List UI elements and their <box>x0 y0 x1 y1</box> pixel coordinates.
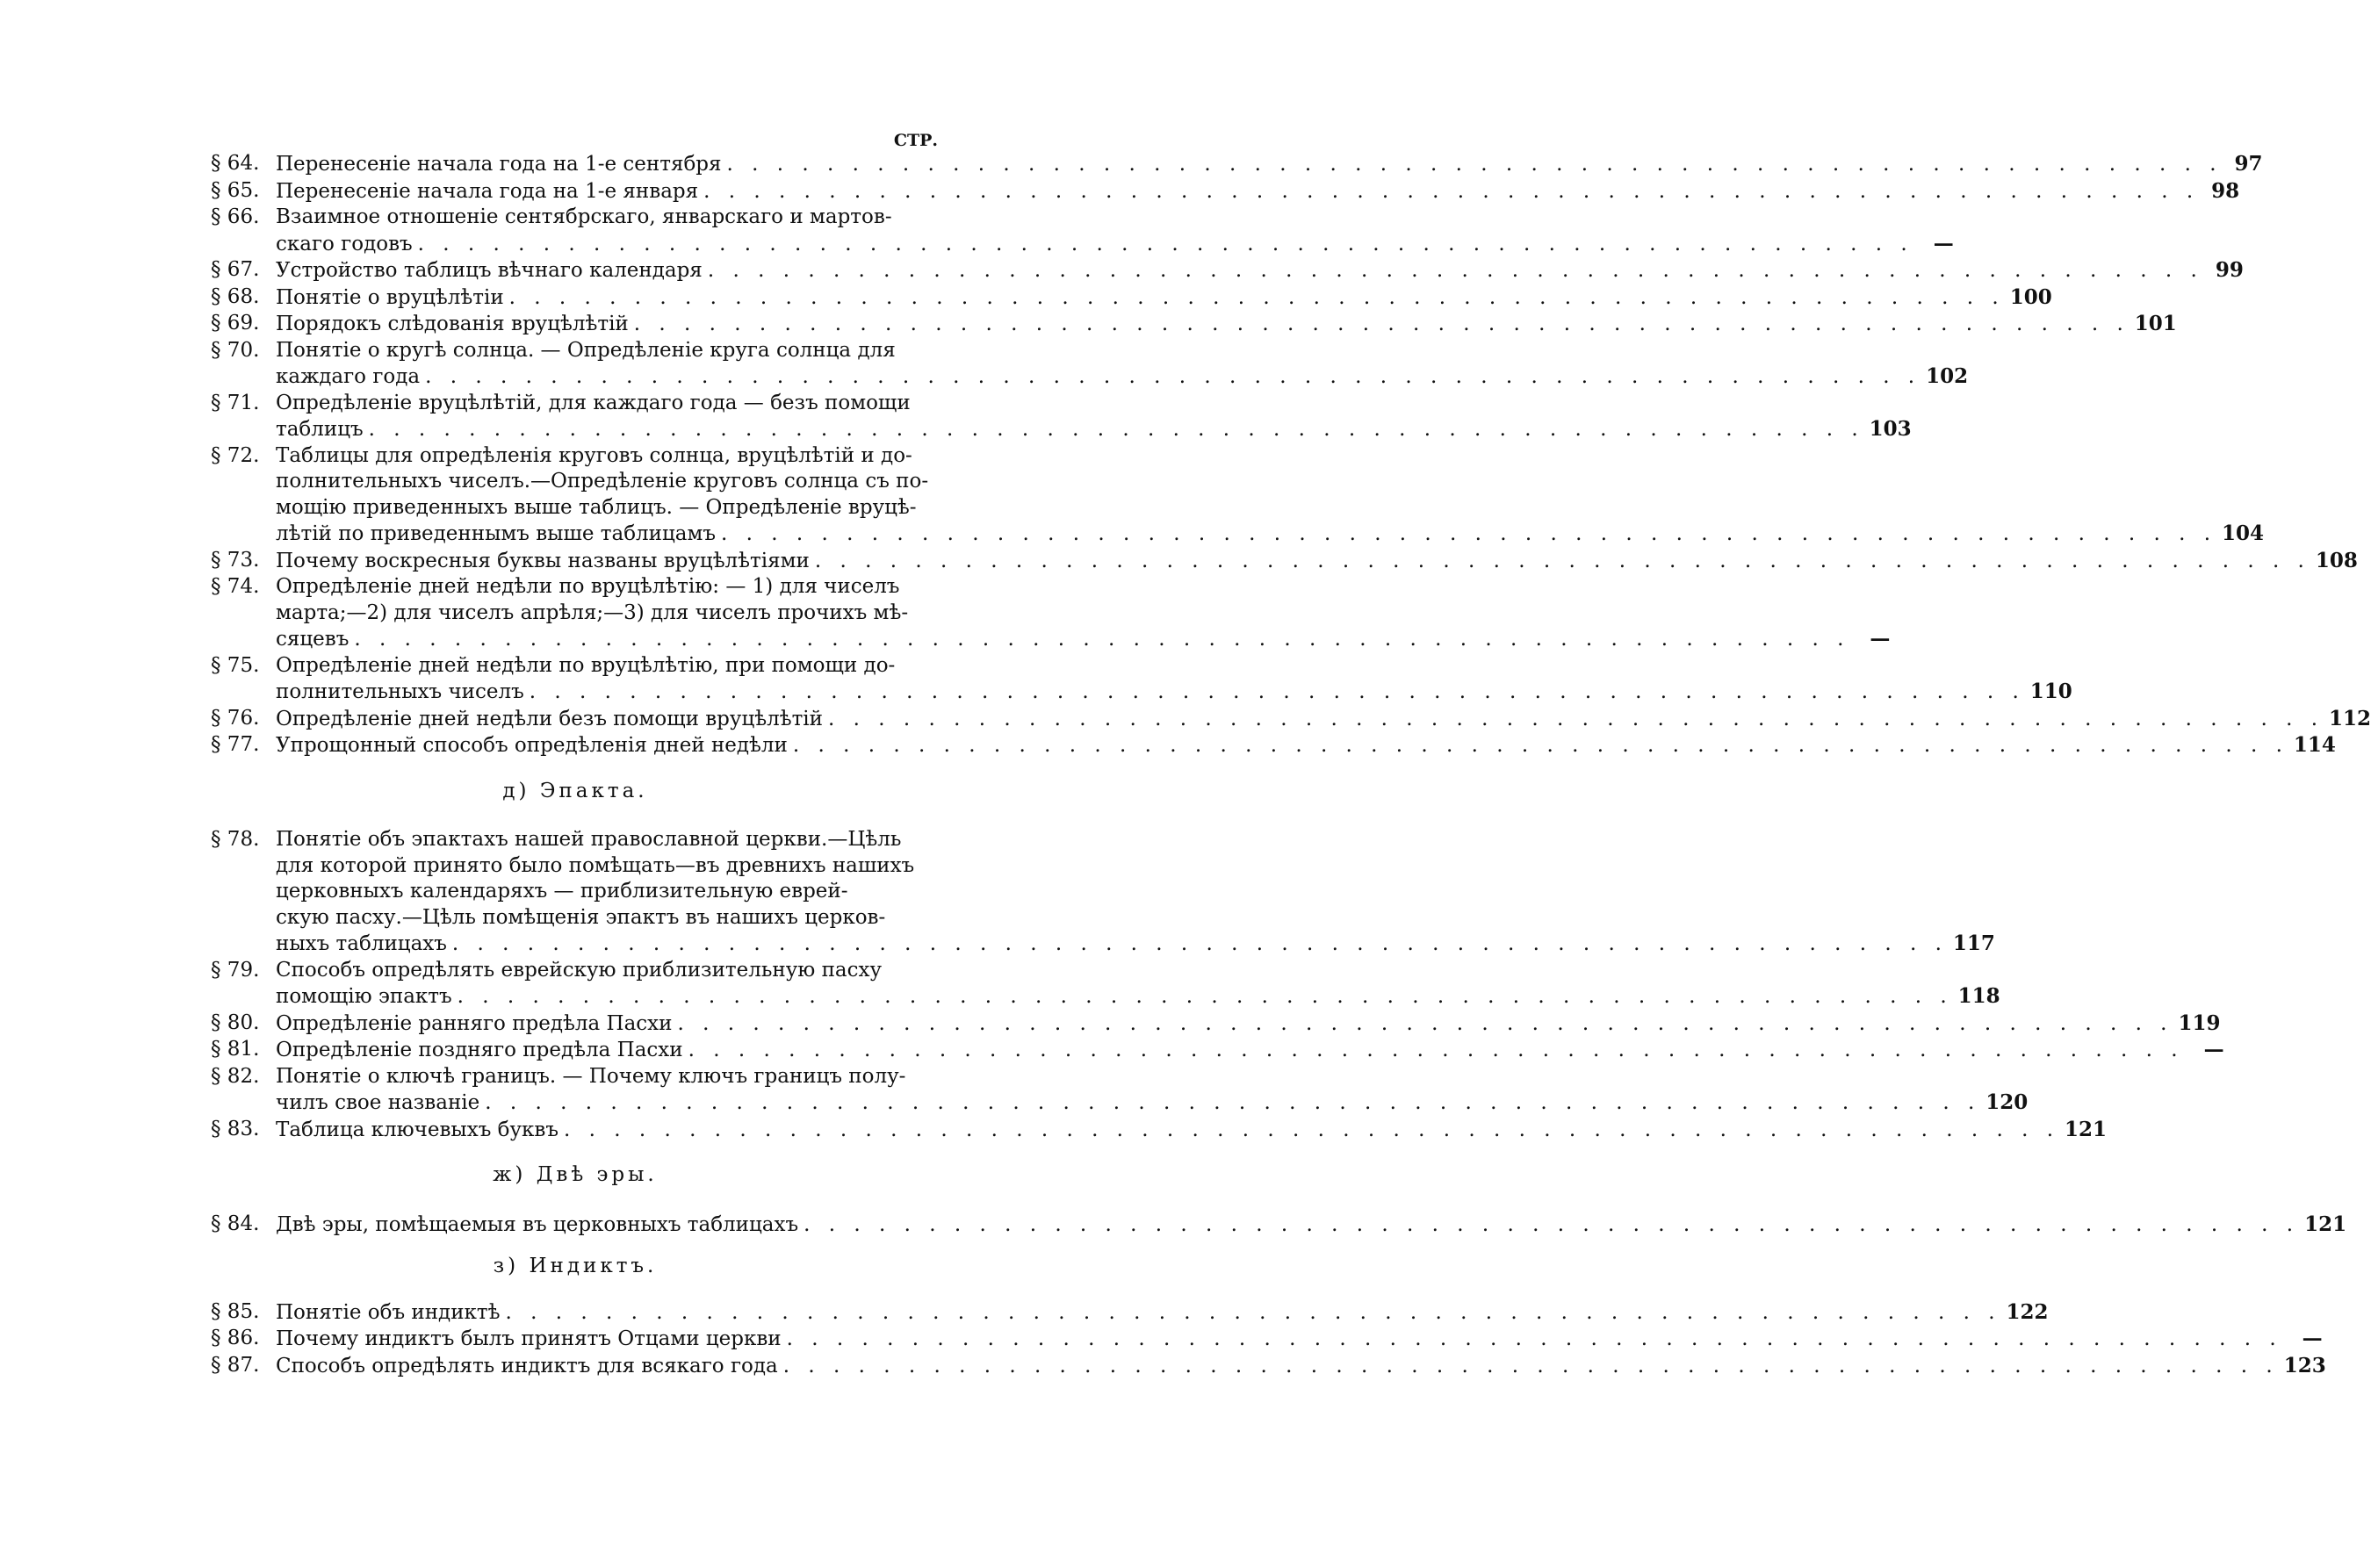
dot-leader: . . . . . . . . . . . . . . . . . . . . . . . . . . . . . . . . . . . . . . . . . . . . . . . . . . . . . . . . . . . . <box>451 932 1948 955</box>
entry-title-text: церковныхъ календаряхъ — приблизительную еврей- <box>276 880 848 903</box>
toc-entry <box>211 1212 2347 1239</box>
entry-body <box>276 257 2244 284</box>
entry-title-text: сяцевъ <box>276 628 350 651</box>
entry-line <box>276 257 2244 284</box>
section-number: § 85. <box>211 1299 260 1323</box>
page-number: — <box>1933 231 1954 255</box>
dot-leader: . . . . . . . . . . . . . . . . . . . . . . . . . . . . . . . . . . . . . . . . . . . . . . . . . . . . . . . . . . . . <box>782 1354 2279 1377</box>
entry-title-text: Порядокъ слѣдованія вруцѣлѣтій <box>276 313 629 335</box>
entry-line <box>276 1353 2326 1380</box>
section-number: § 87. <box>211 1353 260 1377</box>
page-number: 102 <box>1926 364 1969 388</box>
entry-line <box>276 231 1954 258</box>
entry-title-text: Устройство таблицъ вѣчнаго календаря <box>276 259 703 282</box>
section-number: § 76. <box>211 706 260 730</box>
entry-title-text: Понятіе объ эпактахъ нашей православной церкви.—Цѣль <box>276 828 902 851</box>
entry-line <box>276 521 2265 548</box>
section-number: § 75. <box>211 653 260 677</box>
section-number: § 79. <box>211 958 260 982</box>
dot-leader: . . . . . . . . . . . . . . . . . . . . . . . . . . . . . . . . . . . . . . . . . . . . . . . . . . . . . . . . . . . . <box>792 734 2288 757</box>
entry-body <box>276 1326 2323 1353</box>
section-number: § 71. <box>211 391 260 414</box>
toc-entry <box>211 1353 2326 1380</box>
entry-line <box>276 983 2000 1011</box>
entry-title-text: полнительныхъ чиселъ <box>276 680 524 703</box>
entry-title-text: Опредѣленіе дней недѣли по вруцѣлѣтію: — 1) для чиселъ <box>276 575 900 598</box>
entry-line <box>276 151 2263 178</box>
page-number: — <box>1870 627 1891 651</box>
entry-body <box>276 1299 2049 1327</box>
page-number: 114 <box>2293 733 2336 757</box>
entry-title-text: Взаимное отношеніе сентябрскаго, январскаго и мартов- <box>276 205 892 228</box>
entry-line <box>276 338 940 364</box>
dot-leader: . . . . . . . . . . . . . . . . . . . . . . . . . . . . . . . . . . . . . . . . . . . . . . . . . . . . . . . . . . . . <box>677 1011 2173 1035</box>
dot-leader: . . . . . . . . . . . . . . . . . . . . . . . . . . . . . . . . . . . . . . . . . . . . . . . . . . . . . . . . . . . . <box>707 259 2203 282</box>
entry-line <box>276 495 940 521</box>
entry-title-text: для которой принято было помѣщать—въ древнихъ нашихъ <box>276 853 915 877</box>
entry-line <box>276 601 940 627</box>
entry-line <box>276 548 2358 575</box>
entry-line <box>276 1090 2029 1117</box>
entry-title-text: Перенесеніе начала года на 1-е сентября <box>276 153 722 176</box>
toc-entry <box>211 311 2177 338</box>
entry-line <box>276 443 940 470</box>
toc-entry <box>211 548 2358 575</box>
entry-body <box>276 1353 2326 1380</box>
dot-leader: . . . . . . . . . . . . . . . . . . . . . . . . . . . . . . . . . . . . . . . . . . . . . . . . . . . . . . . . . . . . <box>633 313 2130 335</box>
section-number: § 73. <box>211 548 260 572</box>
entry-title-text: Опредѣленіе дней недѣли по вруцѣлѣтію, при помощи до- <box>276 653 896 677</box>
dot-leader: . . . . . . . . . . . . . . . . . . . . . . . . . . . . . . . . . . . . . . . . . . . . . . . . . . . . . . . . . . . . <box>726 153 2223 176</box>
section-number: § 86. <box>211 1327 260 1349</box>
entry-title-text: таблицъ <box>276 418 364 441</box>
section-number: § 64. <box>211 152 260 175</box>
entry-title-text: помощію эпактъ <box>276 985 452 1008</box>
entry-line <box>276 1011 2221 1038</box>
entry-title-text: Таблицы для опредѣленія круговъ солнца, вруцѣлѣтій и до- <box>276 443 912 467</box>
entry-title-text: полнительныхъ чиселъ.—Опредѣленіе круговъ солнца съ по- <box>276 470 929 493</box>
dot-leader: . . . . . . . . . . . . . . . . . . . . . . . . . . . . . . . . . . . . . . . . . . . . . . . . . . . . . . . . . . . . <box>828 707 2324 730</box>
entry-body <box>276 574 1891 653</box>
entry-title-text: скую пасху.—Цѣль помѣщенія эпактъ въ нашихъ церков- <box>276 905 886 929</box>
page-number: 100 <box>2009 284 2052 309</box>
entry-body <box>276 706 2371 733</box>
section-number: § 80. <box>211 1011 260 1034</box>
entry-line <box>276 1299 2049 1327</box>
entry-title-text: Таблица ключевыхъ буквъ <box>276 1118 559 1141</box>
dot-leader: . . . . . . . . . . . . . . . . . . . . . . . . . . . . . . . . . . . . . . . . . . . . . . . . . . . . . . . . . . . . <box>721 522 2217 545</box>
toc-entry <box>211 284 2052 312</box>
page-number: 117 <box>1952 931 1995 955</box>
entry-line <box>276 1064 940 1090</box>
section-number: § 77. <box>211 733 260 756</box>
section-number: § 83. <box>211 1117 260 1140</box>
entry-line <box>276 931 1995 958</box>
entry-title-text: марта;—2) для чиселъ апрѣля;—3) для чиселъ прочихъ мѣ- <box>276 601 909 624</box>
page-column-header: СТР. <box>893 131 938 150</box>
page-number: 121 <box>2065 1117 2108 1141</box>
entry-title-text: каждаго года <box>276 365 421 388</box>
entry-title-text: Почему воскресныя буквы названы вруцѣлѣтіями <box>276 549 810 572</box>
entry-body <box>276 338 1969 391</box>
dot-leader: . . . . . . . . . . . . . . . . . . . . . . . . . . . . . . . . . . . . . . . . . . . . . . . . . . . . . . . . . . . . <box>425 365 1921 388</box>
page-number: 119 <box>2178 1011 2221 1035</box>
toc-entry <box>211 1326 2323 1353</box>
toc-entry <box>211 257 2244 284</box>
entry-line <box>276 827 940 853</box>
page-number: 120 <box>1985 1090 2029 1114</box>
entry-line <box>276 1117 2108 1144</box>
entry-line <box>276 1212 2347 1239</box>
entry-title-text: Понятіе объ индиктѣ <box>276 1300 501 1324</box>
entry-body <box>276 1212 2347 1239</box>
dot-leader: . . . . . . . . . . . . . . . . . . . . . . . . . . . . . . . . . . . . . . . . . . . . . . . . . . . . . . . . . . . . <box>457 985 1953 1008</box>
section-number: § 67. <box>211 258 260 281</box>
section-number: § 78. <box>211 828 260 851</box>
page-number: 110 <box>2029 680 2072 703</box>
section-number: § 72. <box>211 443 260 467</box>
entry-line <box>276 958 940 984</box>
page-number: 103 <box>1869 417 1912 441</box>
entry-body <box>276 443 2265 548</box>
entry-title-text: Почему индиктъ былъ принятъ Отцами церкви <box>276 1327 782 1350</box>
entry-title-text: Опредѣленіе ранняго предѣла Пасхи <box>276 1011 673 1035</box>
entry-title-text: мощію приведенныхъ выше таблицъ. — Опредѣленіе вруцѣ- <box>276 495 917 519</box>
entry-line <box>276 679 2072 706</box>
entry-title-text: Понятіе о кругѣ солнца. — Опредѣленіе круга солнца для <box>276 338 896 362</box>
dot-leader: . . . . . . . . . . . . . . . . . . . . . . . . . . . . . . . . . . . . . . . . . . . . . . . . . . . . . . . . . . . . <box>354 628 1850 651</box>
entry-body <box>276 391 1912 443</box>
section-heading: ж) Двѣ эры. <box>493 1163 658 1186</box>
page-number: — <box>2203 1038 2224 1061</box>
dot-leader: . . . . . . . . . . . . . . . . . . . . . . . . . . . . . . . . . . . . . . . . . . . . . . . . . . . . . . . . . . . . <box>688 1039 2184 1061</box>
section-number: § 65. <box>211 178 260 202</box>
entry-body <box>276 653 2072 706</box>
entry-body <box>276 732 2336 759</box>
page-number: — <box>2302 1327 2323 1350</box>
toc-entry <box>211 653 2072 706</box>
entry-body <box>276 284 2052 312</box>
section-number: § 66. <box>211 205 260 228</box>
entry-title-text: Опредѣленіе вруцѣлѣтій, для каждаго года — безъ помощи <box>276 391 911 414</box>
entry-line <box>276 178 2240 205</box>
dot-leader: . . . . . . . . . . . . . . . . . . . . . . . . . . . . . . . . . . . . . . . . . . . . . . . . . . . . . . . . . . . . <box>804 1212 2300 1236</box>
entry-title-text: Понятіе о вруцѣлѣтіи <box>276 285 504 309</box>
dot-leader: . . . . . . . . . . . . . . . . . . . . . . . . . . . . . . . . . . . . . . . . . . . . . . . . . . . . . . . . . . . . <box>814 549 2310 572</box>
entry-body <box>276 827 1995 958</box>
dot-leader: . . . . . . . . . . . . . . . . . . . . . . . . . . . . . . . . . . . . . . . . . . . . . . . . . . . . . . . . . . . . <box>786 1327 2282 1350</box>
entry-body <box>276 311 2177 338</box>
dot-leader: . . . . . . . . . . . . . . . . . . . . . . . . . . . . . . . . . . . . . . . . . . . . . . . . . . . . . . . . . . . . <box>505 1300 2001 1324</box>
entry-line <box>276 205 940 231</box>
section-number: § 74. <box>211 575 260 598</box>
toc-entry <box>211 205 1954 257</box>
entry-line <box>276 469 940 495</box>
entry-line <box>276 574 940 601</box>
entry-title-text: Упрощонный способъ опредѣленія дней недѣли <box>276 734 788 757</box>
entry-body <box>276 1037 2224 1064</box>
section-number: § 84. <box>211 1212 260 1235</box>
section-number: § 70. <box>211 338 260 362</box>
entry-title-text: Двѣ эры, помѣщаемыя въ церковныхъ таблицахъ <box>276 1212 799 1236</box>
page-number: 108 <box>2315 548 2358 572</box>
entry-line <box>276 706 2371 733</box>
page-number: 97 <box>2234 152 2263 176</box>
section-number: § 69. <box>211 312 260 334</box>
toc-entry <box>211 1064 2029 1117</box>
entry-body <box>276 1064 2029 1117</box>
table-of-contents <box>211 128 2371 1379</box>
dot-leader: . . . . . . . . . . . . . . . . . . . . . . . . . . . . . . . . . . . . . . . . . . . . . . . . . . . . . . . . . . . . <box>485 1091 1981 1114</box>
entry-title-text: Перенесеніе начала года на 1-е января <box>276 179 699 203</box>
dot-leader: . . . . . . . . . . . . . . . . . . . . . . . . . . . . . . . . . . . . . . . . . . . . . . . . . . . . . . . . . . . . <box>417 232 1913 255</box>
toc-entry <box>211 1037 2224 1064</box>
entry-line <box>276 1037 2224 1064</box>
section-heading: з) Индиктъ. <box>493 1255 658 1277</box>
entry-title-text: Способъ опредѣлять индиктъ для всякаго года <box>276 1354 778 1377</box>
entry-title-text: чилъ свое названіе <box>276 1091 480 1114</box>
entry-title-text: Опредѣленіе поздняго предѣла Пасхи <box>276 1039 683 1061</box>
entry-body <box>276 548 2358 575</box>
page-number: 104 <box>2222 521 2265 545</box>
page-number: 99 <box>2215 258 2244 282</box>
entry-line <box>276 363 1969 391</box>
entry-line <box>276 391 940 417</box>
toc-entry <box>211 1299 2049 1327</box>
toc-entry <box>211 178 2240 205</box>
dot-leader: . . . . . . . . . . . . . . . . . . . . . . . . . . . . . . . . . . . . . . . . . . . . . . . . . . . . . . . . . . . . <box>368 418 1864 441</box>
entry-line <box>276 905 940 931</box>
toc-entry <box>211 151 2263 178</box>
entry-body <box>276 958 2000 1011</box>
entry-line <box>276 653 940 680</box>
dot-leader: . . . . . . . . . . . . . . . . . . . . . . . . . . . . . . . . . . . . . . . . . . . . . . . . . . . . . . . . . . . . <box>703 179 2200 203</box>
section-number: § 82. <box>211 1064 260 1088</box>
toc-entry <box>211 338 1969 391</box>
page-number: 121 <box>2304 1212 2347 1236</box>
page-number: 122 <box>2006 1299 2049 1324</box>
entry-line <box>276 1326 2323 1353</box>
page-number: 101 <box>2134 312 2177 335</box>
dot-leader: . . . . . . . . . . . . . . . . . . . . . . . . . . . . . . . . . . . . . . . . . . . . . . . . . . . . . . . . . . . . <box>529 680 2025 703</box>
entry-line <box>276 626 1891 653</box>
section-number: § 81. <box>211 1038 260 1061</box>
entry-body <box>276 1117 2108 1144</box>
entry-line <box>276 853 940 880</box>
entry-line <box>276 879 940 905</box>
entry-title-text: ныхъ таблицахъ <box>276 932 447 955</box>
dot-leader: . . . . . . . . . . . . . . . . . . . . . . . . . . . . . . . . . . . . . . . . . . . . . . . . . . . . . . . . . . . . <box>564 1118 2060 1141</box>
entry-title-text: скаго годовъ <box>276 232 413 255</box>
entry-title-text: лѣтій по приведеннымъ выше таблицамъ <box>276 522 717 545</box>
page-number: 98 <box>2211 178 2240 203</box>
entry-body <box>276 1011 2221 1038</box>
toc-entry <box>211 391 1912 443</box>
entry-body <box>276 151 2263 178</box>
toc-entry <box>211 443 2265 548</box>
section-heading: д) Эпакта. <box>502 779 648 802</box>
page-number: 112 <box>2329 706 2371 730</box>
entry-line <box>276 311 2177 338</box>
toc-entry <box>211 1011 2221 1038</box>
entry-line <box>276 732 2336 759</box>
dot-leader: . . . . . . . . . . . . . . . . . . . . . . . . . . . . . . . . . . . . . . . . . . . . . . . . . . . . . . . . . . . . <box>508 285 2005 309</box>
toc-entry <box>211 1117 2108 1144</box>
toc-entry <box>211 706 2371 733</box>
toc-entry <box>211 574 1891 653</box>
toc-entry <box>211 827 1995 958</box>
toc-entry <box>211 732 2336 759</box>
entry-line <box>276 284 2052 312</box>
toc-entry <box>211 958 2000 1011</box>
entry-title-text: Опредѣленіе дней недѣли безъ помощи вруцѣлѣтій <box>276 707 823 730</box>
entry-title-text: Способъ опредѣлять еврейскую приблизительную пасху <box>276 958 882 982</box>
page-number: 118 <box>1957 984 2000 1008</box>
page-number: 123 <box>2283 1353 2326 1377</box>
entry-body <box>276 178 2240 205</box>
entry-body <box>276 205 1954 257</box>
entry-title-text: Понятіе о ключѣ границъ. — Почему ключъ границъ полу- <box>276 1064 906 1088</box>
section-number: § 68. <box>211 284 260 308</box>
entry-line <box>276 416 1912 443</box>
